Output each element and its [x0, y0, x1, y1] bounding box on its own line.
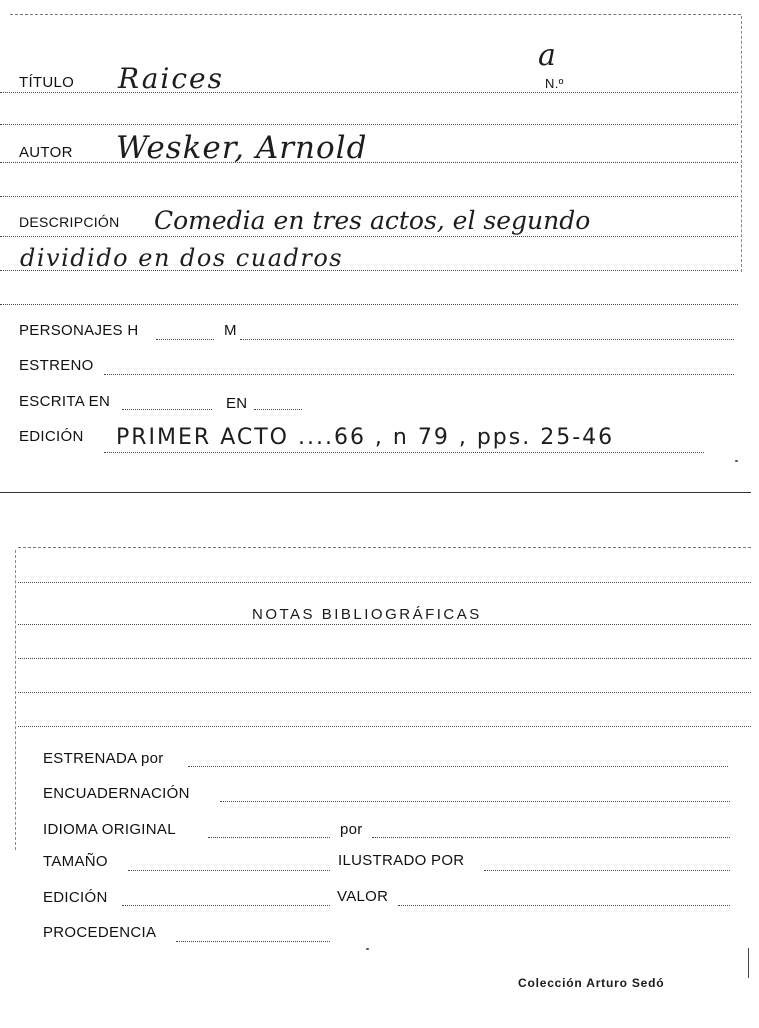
- titulo-label: TÍTULO: [19, 74, 75, 91]
- procedencia-rule: [176, 941, 330, 942]
- tamano-rule: [128, 870, 330, 871]
- edicion-label: EDICIÓN: [19, 428, 84, 445]
- rule: [0, 124, 738, 125]
- valor-label: VALOR: [337, 888, 389, 905]
- encuadernacion-label: ENCUADERNACIÓN: [43, 785, 190, 802]
- card-right-mark: [748, 948, 749, 978]
- personajes-m-rule: [240, 339, 734, 340]
- card-top-edge: [10, 14, 741, 15]
- edicion-b-label: EDICIÓN: [43, 889, 108, 906]
- ilustrado-label: ILUSTRADO POR: [338, 852, 465, 869]
- procedencia-label: PROCEDENCIA: [43, 924, 157, 941]
- escrita-label: ESCRITA EN: [19, 393, 111, 410]
- escrita-rule: [122, 409, 212, 410]
- descripcion-rule-2: [0, 270, 738, 271]
- idioma-por-label: por: [340, 821, 363, 838]
- autor-rule: [0, 162, 738, 163]
- encuadernacion-rule: [220, 801, 730, 802]
- autor-value: Wesker, Arnold: [116, 130, 368, 166]
- estrenada-rule: [188, 766, 728, 767]
- edicion-rule: [104, 452, 704, 453]
- speck: [735, 460, 738, 462]
- estrenada-label: ESTRENADA por: [43, 750, 164, 767]
- escrita-en-rule: [254, 409, 302, 410]
- idioma-rule: [208, 837, 330, 838]
- notas-rule-2: [18, 658, 751, 659]
- descripcion-label: DESCRIPCIÓN: [19, 214, 120, 230]
- estreno-label: ESTRENO: [19, 357, 94, 374]
- personajes-h-rule: [156, 339, 214, 340]
- idioma-label: IDIOMA ORIGINAL: [43, 821, 176, 838]
- edicion-b-rule: [122, 905, 330, 906]
- notas-rule-1: [18, 624, 751, 625]
- rule: [0, 196, 738, 197]
- titulo-value: Raices: [118, 62, 224, 95]
- autor-label: AUTOR: [19, 144, 73, 161]
- personajes-m-label: M: [224, 322, 237, 339]
- descripcion-rule: [0, 236, 738, 237]
- catalog-card-bottom: [0, 540, 759, 1028]
- ilustrado-rule: [484, 870, 730, 871]
- numero-value: a: [538, 38, 556, 73]
- valor-rule: [398, 905, 730, 906]
- idioma-por-rule: [372, 837, 730, 838]
- card-right-edge: [741, 16, 742, 272]
- collection-stamp: Colección Arturo Sedó: [518, 976, 665, 990]
- personajes-label: PERSONAJES H: [19, 322, 139, 339]
- descripcion-line1: Comedia en tres actos, el segundo: [154, 206, 591, 235]
- estreno-rule: [104, 374, 734, 375]
- speck: [366, 948, 369, 950]
- notas-rule-4: [18, 726, 751, 727]
- catalog-card-top: [0, 0, 759, 492]
- card-separator: [0, 492, 751, 493]
- card-left-edge: [15, 550, 16, 850]
- notas-rule-3: [18, 692, 751, 693]
- card-bottom-edge: [18, 547, 751, 548]
- notas-heading: NOTAS BIBLIOGRÁFICAS: [252, 606, 482, 623]
- numero-label: N.º: [545, 76, 564, 91]
- edicion-value: PRIMER ACTO ....66 , n 79 , pps. 25-46: [116, 425, 615, 450]
- descripcion-line2: dividido en dos cuadros: [20, 244, 344, 272]
- tamano-label: TAMAÑO: [43, 853, 108, 870]
- escrita-en-label: EN: [226, 395, 248, 412]
- rule: [0, 304, 738, 305]
- titulo-rule: [0, 92, 738, 93]
- rule: [18, 582, 751, 583]
